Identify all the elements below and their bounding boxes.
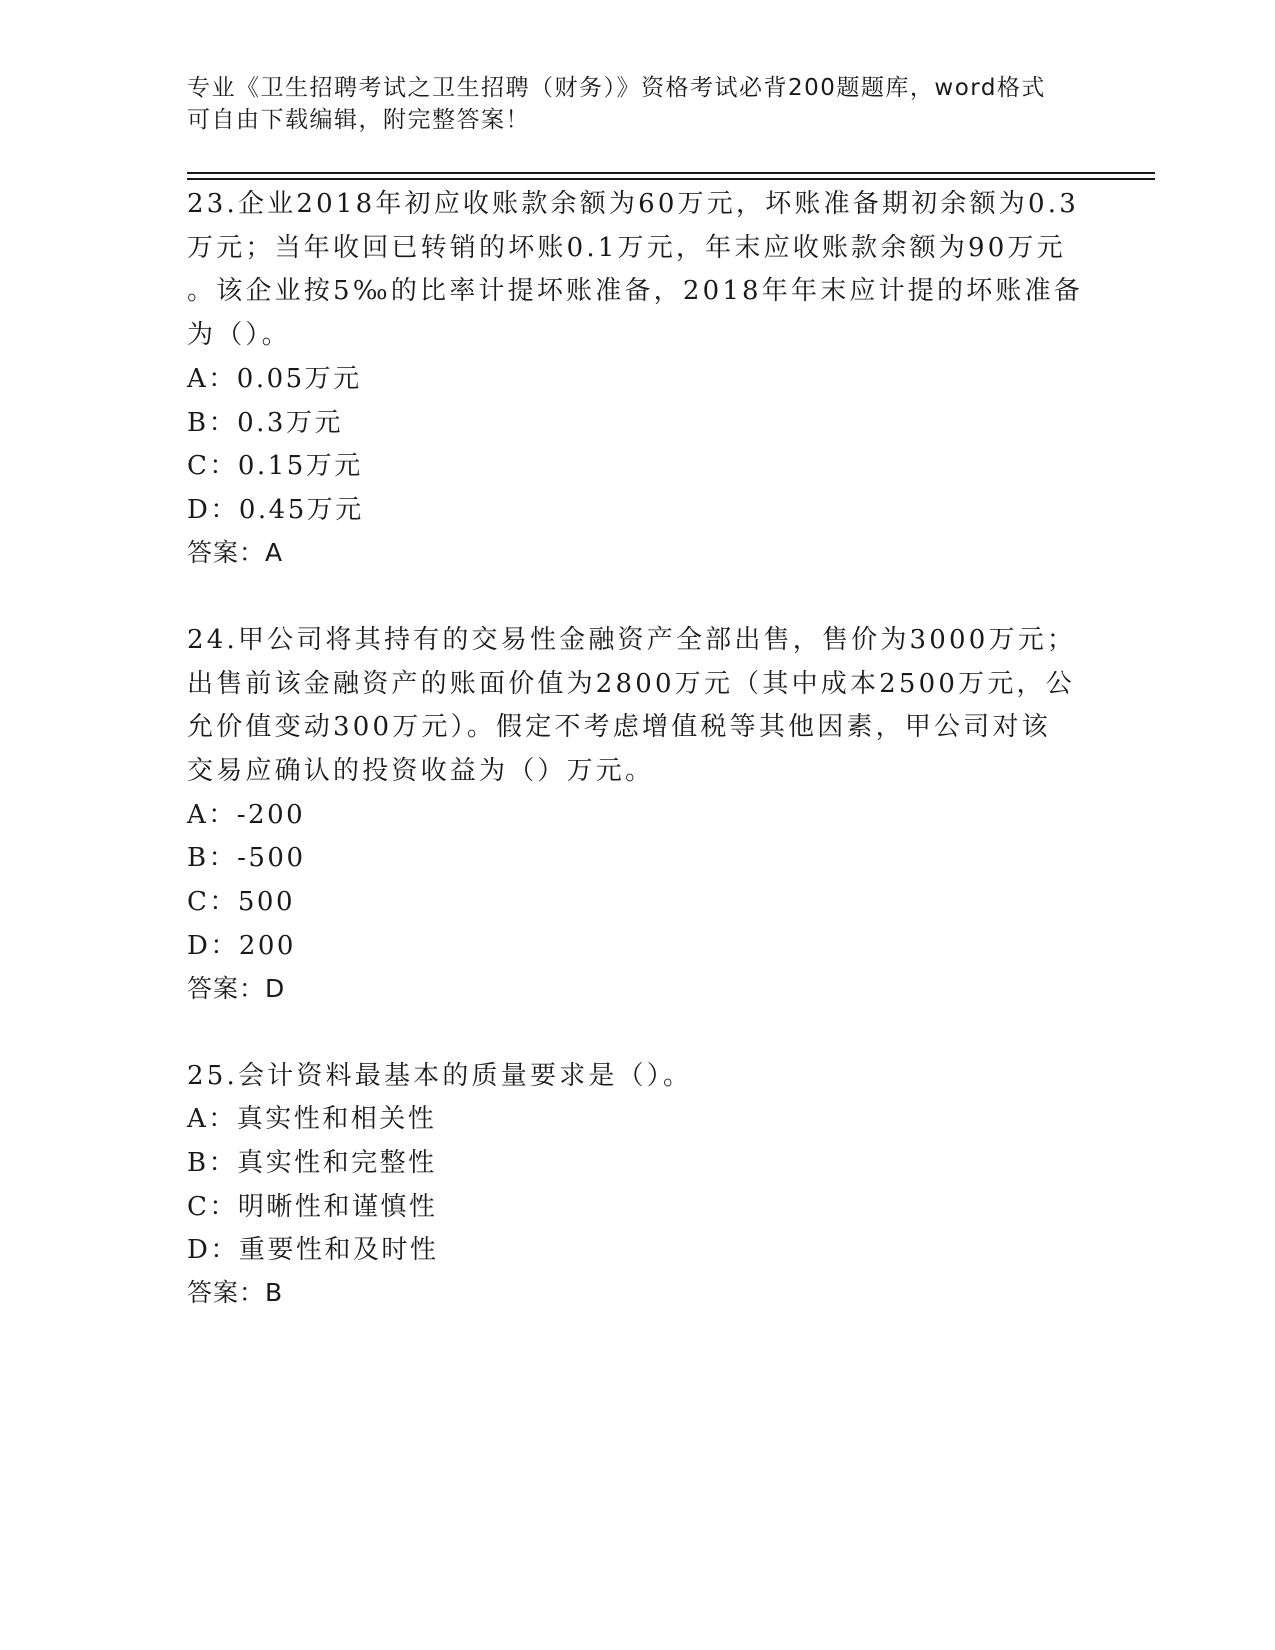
header-title-line-2: 可自由下载编辑，附完整答案！ (187, 107, 530, 133)
question-24-line-4: 交易应确认的投资收益为（）万元。 (187, 756, 655, 786)
header-title-line-1: 专业《卫生招聘考试之卫生招聘（财务）》资格考试必背200题题库，word格式 (187, 75, 1046, 101)
question-24-option-c: C：500 (187, 887, 296, 917)
question-23-answer: 答案：A (187, 538, 284, 567)
question-24-option-b: B：-500 (187, 843, 306, 873)
question-23-line-1: 23.企业2018年初应收账款余额为60万元，坏账准备期初余额为0.3 (187, 189, 1079, 219)
question-25-answer: 答案：B (187, 1278, 284, 1307)
question-24-line-1: 24.甲公司将其持有的交易性金融资产全部出售，售价为3000万元； (187, 625, 1077, 655)
question-24-line-3: 允价值变动300万元）。假定不考虑增值税等其他因素，甲公司对该 (187, 712, 1051, 742)
header-divider-bottom (187, 178, 1155, 180)
question-24-line-2: 出售前该金融资产的账面价值为2800万元（其中成本2500万元，公 (187, 669, 1075, 699)
question-23-option-d: D：0.45万元 (187, 495, 364, 525)
question-23-line-2: 万元；当年收回已转销的坏账0.1万元，年末应收账款余额为90万元 (187, 233, 1066, 263)
question-23-option-a: A：0.05万元 (187, 364, 362, 394)
question-24-answer: 答案：D (187, 974, 286, 1003)
question-25-option-b: B：真实性和完整性 (187, 1148, 437, 1178)
question-23-line-4: 为（）。 (187, 320, 291, 350)
question-25-line-1: 25.会计资料最基本的质量要求是（）。 (187, 1061, 693, 1091)
question-25-option-c: C：明晰性和谨慎性 (187, 1192, 438, 1222)
question-23-line-3: 。该企业按5‰的比率计提坏账准备，2018年年末应计提的坏账准备 (187, 276, 1083, 306)
question-24-option-d: D：200 (187, 931, 296, 961)
question-25-option-d: D：重要性和及时性 (187, 1235, 439, 1265)
question-25-option-a: A：真实性和相关性 (187, 1104, 437, 1134)
question-24-option-a: A：-200 (187, 800, 306, 830)
question-23-option-c: C：0.15万元 (187, 451, 363, 481)
question-23-option-b: B：0.3万元 (187, 408, 343, 438)
header-divider-top (187, 172, 1155, 174)
